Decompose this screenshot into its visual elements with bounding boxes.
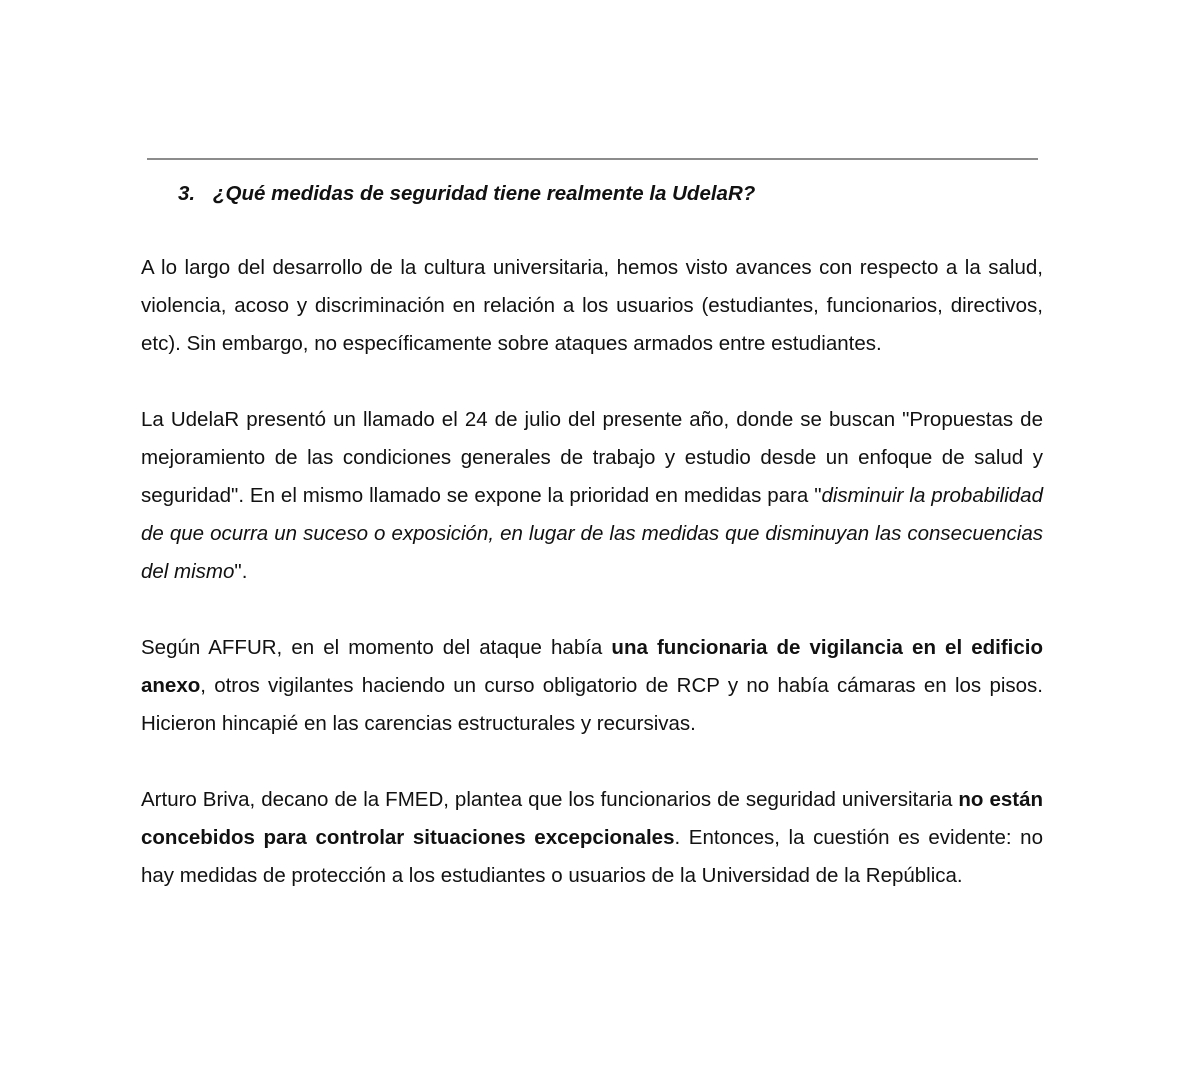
section-heading	[178, 180, 755, 208]
paragraph-text: A lo largo del desarrollo de la cultura universitaria, hemos visto avances con respecto a la salud, violencia, acoso y discriminación en relación a los usuarios (estudiantes, funcionarios, directivos, etc). Sin embargo, no específicamente sobre ataques armados entre estudiantes.	[141, 256, 1043, 355]
document-body	[141, 249, 1043, 933]
paragraph-text: , otros vigilantes haciendo un curso obligatorio de RCP y no había cámaras en los pisos. Hicieron hincapié en las carencias estructurales y recursivas.	[141, 674, 1043, 735]
paragraph-text: . Entonces, la cuestión es evidente: no hay medidas de protección a los estudiantes o usuarios de la Universidad de la República.	[141, 826, 1043, 887]
section-title: ¿Qué medidas de seguridad tiene realmente la UdelaR?	[213, 182, 756, 205]
paragraph-4	[141, 781, 1043, 895]
section-number: 3.	[178, 182, 196, 205]
paragraph-text: Según AFFUR, en el momento del ataque había	[141, 636, 612, 659]
paragraph-2	[141, 401, 1043, 591]
bold-emphasis: no están concebidos para controlar situaciones excepcionales	[141, 788, 1043, 849]
paragraph-3	[141, 629, 1043, 743]
paragraph-1	[141, 249, 1043, 363]
paragraph-text: Arturo Briva, decano de la FMED, plantea que los funcionarios de seguridad universitaria	[141, 788, 959, 811]
paragraph-text: ".	[234, 560, 248, 583]
bold-emphasis: una funcionaria de vigilancia en el edificio anexo	[141, 636, 1043, 697]
italic-quote: disminuir la probabilidad de que ocurra un suceso o exposición, en lugar de las medidas que disminuyan las consecuencias del mismo	[141, 484, 1043, 583]
horizontal-rule	[147, 158, 1038, 160]
paragraph-text: La UdelaR presentó un llamado el 24 de julio del presente año, donde se buscan "Propuestas de mejoramiento de las condiciones generales de trabajo y estudio desde un enfoque de salud y seguridad". En el mismo llamado se expone la prioridad en medidas para "	[141, 408, 1043, 507]
